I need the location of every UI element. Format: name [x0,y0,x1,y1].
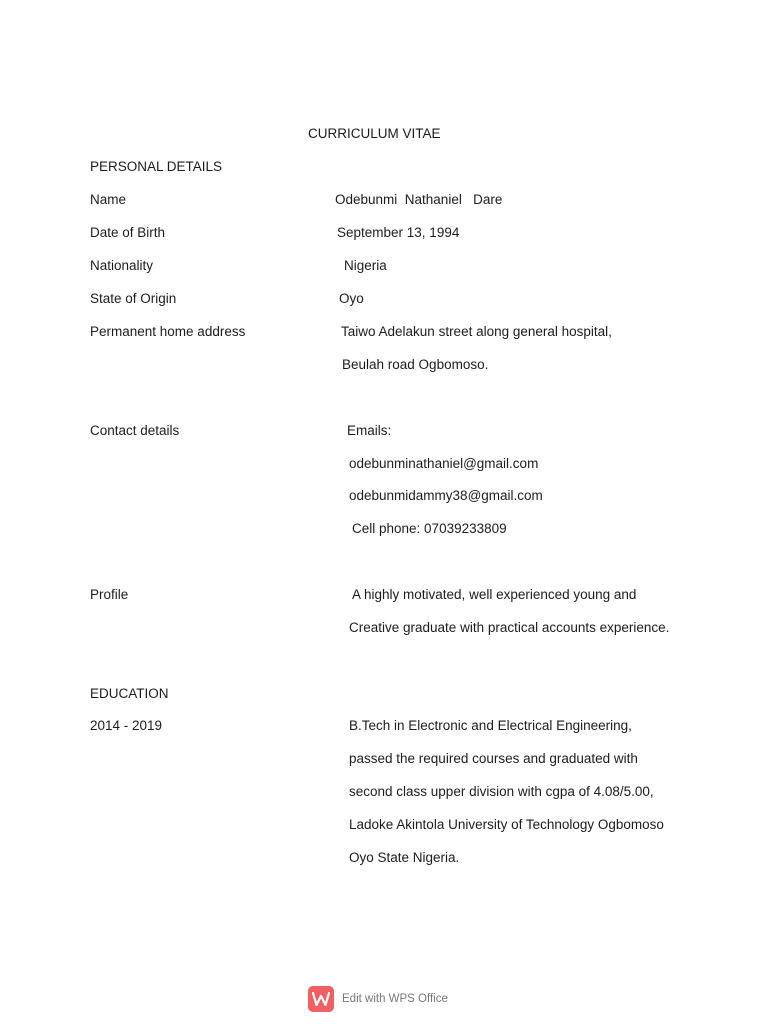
state-of-origin-label: State of Origin [90,291,177,306]
education-line-4: Ladoke Akintola University of Technology Ogbomoso [349,817,664,832]
education-line-1: B.Tech in Electronic and Electrical Engineering, [349,718,632,733]
address-label: Permanent home address [90,324,246,339]
personal-details-heading: PERSONAL DETAILS [90,159,223,174]
state-of-origin-value: Oyo [339,291,364,306]
dob-label: Date of Birth [90,225,166,240]
profile-line-2: Creative graduate with practical accounts experience. [349,620,670,635]
wps-logo-icon [308,986,334,1012]
edit-with-wps-label: Edit with WPS Office [342,992,448,1005]
document-title: CURRICULUM VITAE [308,126,441,141]
address-line-2: Beulah road Ogbomoso. [342,357,489,372]
name-label: Name [90,192,127,207]
emails-label: Emails: [347,423,392,438]
dob-value: September 13, 1994 [337,225,460,240]
nationality-value: Nigeria [344,258,387,273]
email-2: odebunmidammy38@gmail.com [349,488,543,503]
profile-line-1: A highly motivated, well experienced young and [352,587,637,602]
education-period: 2014 - 2019 [90,718,163,733]
education-line-3: second class upper division with cgpa of 4.08/5.00, [349,784,654,799]
cell-phone: Cell phone: 07039233809 [352,521,507,536]
wps-w-glyph-icon [312,992,330,1006]
education-line-5: Oyo State Nigeria. [349,850,460,865]
nationality-label: Nationality [90,258,154,273]
profile-label: Profile [90,587,129,602]
education-heading: EDUCATION [90,686,169,701]
email-1: odebunminathaniel@gmail.com [349,456,539,471]
contact-details-label: Contact details [90,423,180,438]
address-line-1: Taiwo Adelakun street along general hospital, [341,324,612,339]
edit-with-wps-link[interactable] [308,985,448,1012]
name-value: Odebunmi Nathaniel Dare [335,192,503,207]
education-line-2: passed the required courses and graduated with [349,751,638,766]
